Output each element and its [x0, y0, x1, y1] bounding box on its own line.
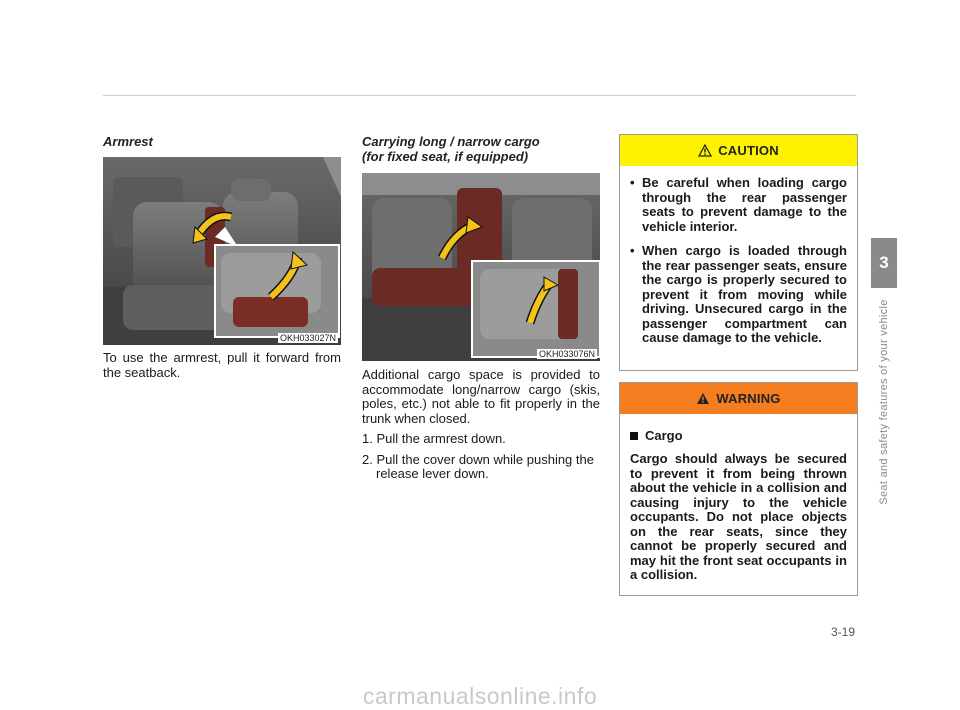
section-title: Seat and safety features of your vehicle	[878, 299, 890, 505]
cargo-step-2: 2. Pull the cover down while pushing the release lever down.	[362, 451, 594, 481]
warning-header	[620, 383, 857, 414]
caution-item: • When cargo is loaded through the rear passenger seats, ensure the cargo is properly secured to prevent it from moving while driving. Unsecured cargo in the passenger compartment can cause damage to the vehicle.	[630, 243, 847, 345]
warning-label: WARNING	[716, 391, 781, 406]
cargo-step-1: 1. Pull the armrest down.	[362, 431, 506, 446]
warning-triangle-icon	[696, 392, 710, 405]
caution-item-text: Be careful when loading cargo through the rear passenger seats to prevent damage to the vehicle interior.	[642, 175, 847, 234]
caution-header	[620, 135, 857, 166]
section-tab: 3	[871, 238, 897, 288]
caution-box	[619, 134, 858, 371]
watermark: carmanualsonline.info	[362, 683, 598, 709]
header-rule	[103, 95, 856, 96]
square-bullet-icon	[630, 432, 638, 440]
cargo-text: Additional cargo space is provided to accommodate long/narrow cargo (skis, poles, etc.) not able to fit properly in the trunk when closed.	[362, 367, 600, 426]
caution-label: CAUTION	[718, 143, 779, 158]
armrest-image-code: OKH033027N	[279, 333, 336, 343]
caution-item: • Be careful when loading cargo through the rear passenger seats to prevent damage to the vehicle interior.	[630, 175, 847, 234]
cargo-heading-line2: (for fixed seat, if equipped)	[362, 149, 529, 164]
cargo-illustration	[362, 173, 600, 361]
cargo-heading-line1: Carrying long / narrow cargo	[362, 134, 540, 149]
warning-subheading	[630, 428, 847, 443]
caution-triangle-icon	[698, 144, 712, 157]
armrest-text: To use the armrest, pull it forward from the seatback.	[103, 350, 341, 380]
warning-text: Cargo should always be secured to prevent it from being thrown about the vehicle in a collision and causing injury to the vehicle occupants. Do not place objects on the rear seats, since they cannot be properly secured and may hit the front seat occupants in a collision.	[630, 451, 847, 582]
cargo-steps	[362, 432, 600, 488]
armrest-heading: Armrest	[103, 134, 153, 149]
caution-list	[630, 176, 847, 346]
armrest-illustration	[103, 157, 341, 345]
caution-item-text: When cargo is loaded through the rear passenger seats, ensure the cargo is properly secured to prevent it from moving while driving. Unsecured cargo in the passenger compartment can cause damage to the vehicle.	[642, 243, 847, 345]
warning-subheading-text: Cargo	[645, 428, 683, 443]
cargo-heading	[362, 134, 540, 164]
warning-box	[619, 382, 858, 596]
cargo-image-code: OKH033076N	[538, 349, 595, 359]
page-number: 3-19	[830, 625, 855, 639]
